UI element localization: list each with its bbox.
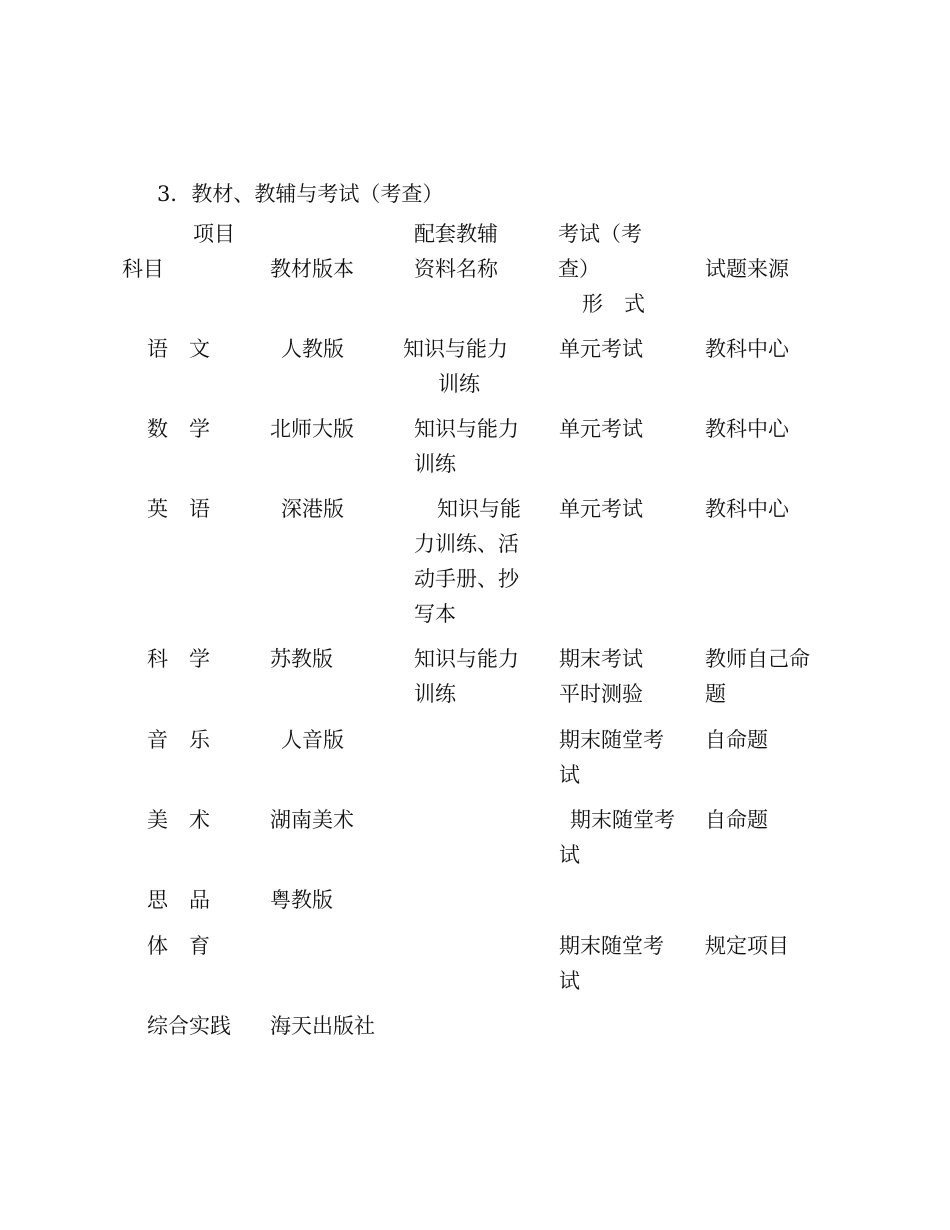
row-subject: 思 品 bbox=[147, 888, 210, 912]
row-textbook: 湖南美术 bbox=[270, 808, 354, 832]
supplement-line: 写本 bbox=[414, 602, 456, 626]
supplement-line: 训练 bbox=[414, 452, 456, 476]
row-subject: 美 术 bbox=[147, 808, 210, 832]
row-source bbox=[705, 803, 768, 838]
exam-line: 试 bbox=[559, 843, 580, 867]
exam-line: 试 bbox=[559, 763, 580, 787]
supplement-line: 训练 bbox=[438, 372, 480, 396]
supplement-line: 训练 bbox=[414, 682, 456, 706]
source-line: 规定项目 bbox=[705, 934, 789, 958]
row-exam bbox=[559, 412, 643, 447]
row-supplement bbox=[403, 332, 508, 402]
row-subject: 体 育 bbox=[147, 934, 210, 958]
exam-line: 期末随堂考 bbox=[559, 728, 664, 752]
row-source bbox=[705, 642, 810, 712]
header-supplement bbox=[414, 217, 498, 287]
row-subject: 综合实践 bbox=[147, 1014, 231, 1038]
row-textbook: 海天出版社 bbox=[270, 1014, 375, 1038]
row-source bbox=[705, 929, 789, 964]
header-subject-label: 科目 bbox=[122, 257, 164, 281]
row-exam bbox=[559, 492, 643, 527]
row-textbook: 深港版 bbox=[281, 497, 344, 521]
row-exam bbox=[559, 642, 643, 712]
header-exam-form bbox=[558, 217, 645, 322]
exam-line: 期末考试 bbox=[559, 647, 643, 671]
supplement-line: 力训练、活 bbox=[414, 532, 519, 556]
exam-line: 单元考试 bbox=[559, 497, 643, 521]
source-line: 教科中心 bbox=[705, 417, 789, 441]
row-subject: 英 语 bbox=[147, 497, 210, 521]
row-subject: 语 文 bbox=[147, 337, 210, 361]
header-supplement-line: 配套教辅 bbox=[414, 222, 498, 246]
header-question-source: 试题来源 bbox=[705, 257, 789, 281]
header-exam-line: 形 式 bbox=[582, 292, 645, 316]
row-exam bbox=[559, 723, 664, 793]
row-textbook: 粤教版 bbox=[270, 888, 333, 912]
header-textbook-version: 教材版本 bbox=[270, 257, 354, 281]
row-textbook: 苏教版 bbox=[270, 647, 333, 671]
header-supplement-line: 资料名称 bbox=[414, 257, 498, 281]
row-source bbox=[705, 492, 789, 527]
row-supplement bbox=[414, 492, 521, 632]
exam-line: 试 bbox=[559, 969, 580, 993]
exam-line: 单元考试 bbox=[559, 417, 643, 441]
row-subject: 科 学 bbox=[147, 647, 210, 671]
supplement-line: 动手册、抄 bbox=[414, 567, 519, 591]
exam-line: 平时测验 bbox=[559, 682, 643, 706]
header-item-label: 项目 bbox=[193, 222, 235, 246]
row-exam bbox=[559, 803, 675, 873]
supplement-line: 知识与能力 bbox=[414, 417, 519, 441]
source-line: 题 bbox=[705, 682, 726, 706]
source-line: 教科中心 bbox=[705, 337, 789, 361]
row-supplement bbox=[414, 642, 519, 712]
header-exam-line: 查） bbox=[558, 257, 600, 281]
row-textbook: 北师大版 bbox=[270, 417, 354, 441]
row-subject: 音 乐 bbox=[147, 728, 210, 752]
row-supplement bbox=[414, 412, 519, 482]
row-subject: 数 学 bbox=[147, 417, 210, 441]
row-exam bbox=[559, 929, 664, 999]
supplement-line: 知识与能力 bbox=[414, 647, 519, 671]
supplement-line: 知识与能 bbox=[437, 497, 521, 521]
section-title: 3．教材、教辅与考试（考查） bbox=[157, 182, 444, 206]
source-line: 教师自己命 bbox=[705, 647, 810, 671]
exam-line: 期末随堂考 bbox=[570, 808, 675, 832]
source-line: 自命题 bbox=[705, 808, 768, 832]
row-textbook: 人教版 bbox=[281, 337, 344, 361]
row-textbook: 人音版 bbox=[281, 728, 344, 752]
exam-line: 期末随堂考 bbox=[559, 934, 664, 958]
supplement-line: 知识与能力 bbox=[403, 337, 508, 361]
row-exam bbox=[559, 332, 643, 367]
source-line: 教科中心 bbox=[705, 497, 789, 521]
exam-line: 单元考试 bbox=[559, 337, 643, 361]
row-source bbox=[705, 412, 789, 447]
header-exam-line: 考试（考 bbox=[558, 222, 642, 246]
row-source bbox=[705, 332, 789, 367]
source-line: 自命题 bbox=[705, 728, 768, 752]
row-source bbox=[705, 723, 768, 758]
